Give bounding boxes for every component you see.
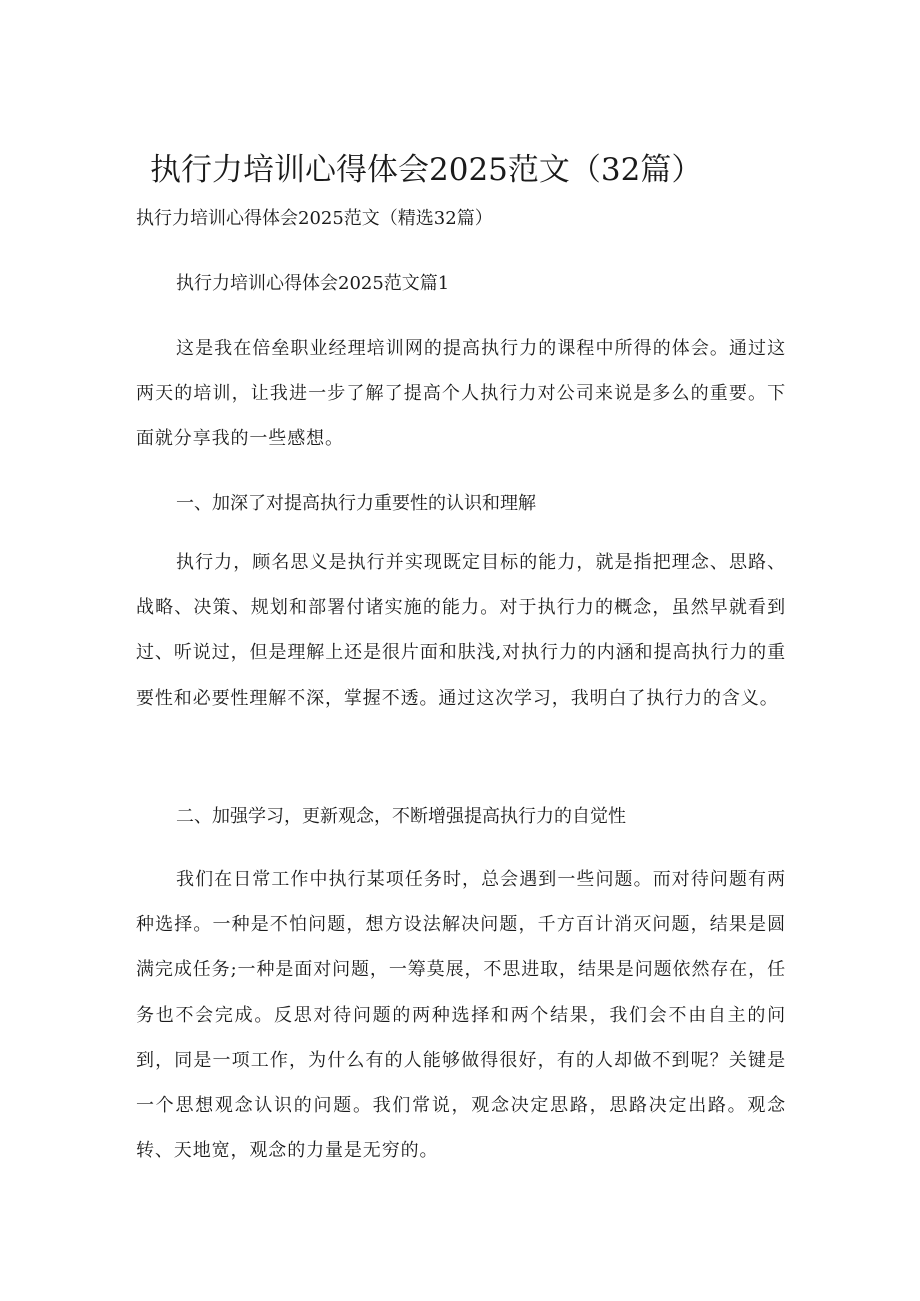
paragraph-point-1: 执行力，顾名思义是执行并实现既定目标的能力，就是指把理念、思路、战略、决策、规划和部署付诸实施的能力。对于执行力的概念，虽然早就看到过、听说过，但是理解上还是很片面和肤浅,对执行力的内涵和提高执行力的重要性和必要性理解不深，掌握不透。通过这次学习，我明白了执行力的含义。 (136, 552, 786, 709)
document-subtitle: 执行力培训心得体会2025范文（精选32篇） (136, 208, 493, 229)
paragraph-point-2: 我们在日常工作中执行某项任务时，总会遇到一些问题。而对待问题有两种选择。一种是不怕问题，想方设法解决问题，千方百计消灭问题，结果是圆满完成任务;一种是面对问题，一筹莫展，不思进取，结果是问题依然存在，任务也不会完成。反思对待问题的两种选择和两个结果，我们会不由自主的问到，同是一项工作，为什么有的人能够做得很好，有的人却做不到呢？关键是一个思想观念认识的问题。我们常说，观念决定思路，思路决定出路。观念转、天地宽，观念的力量是无穷的。 (136, 869, 786, 1162)
section-heading: 执行力培训心得体会2025范文篇1 (176, 273, 450, 294)
point-heading-1: 一、加深了对提高执行力重要性的认识和理解 (176, 493, 536, 514)
document-title: 执行力培训心得体会2025范文（32篇） (150, 152, 703, 188)
point-heading-2: 二、加强学习，更新观念，不断增强提高执行力的自觉性 (176, 806, 626, 827)
paragraph-intro: 这是我在倍垒职业经理培训网的提高执行力的课程中所得的体会。通过这两天的培训，让我进一步了解了提高个人执行力对公司来说是多么的重要。下面就分享我的一些感想。 (136, 338, 786, 450)
